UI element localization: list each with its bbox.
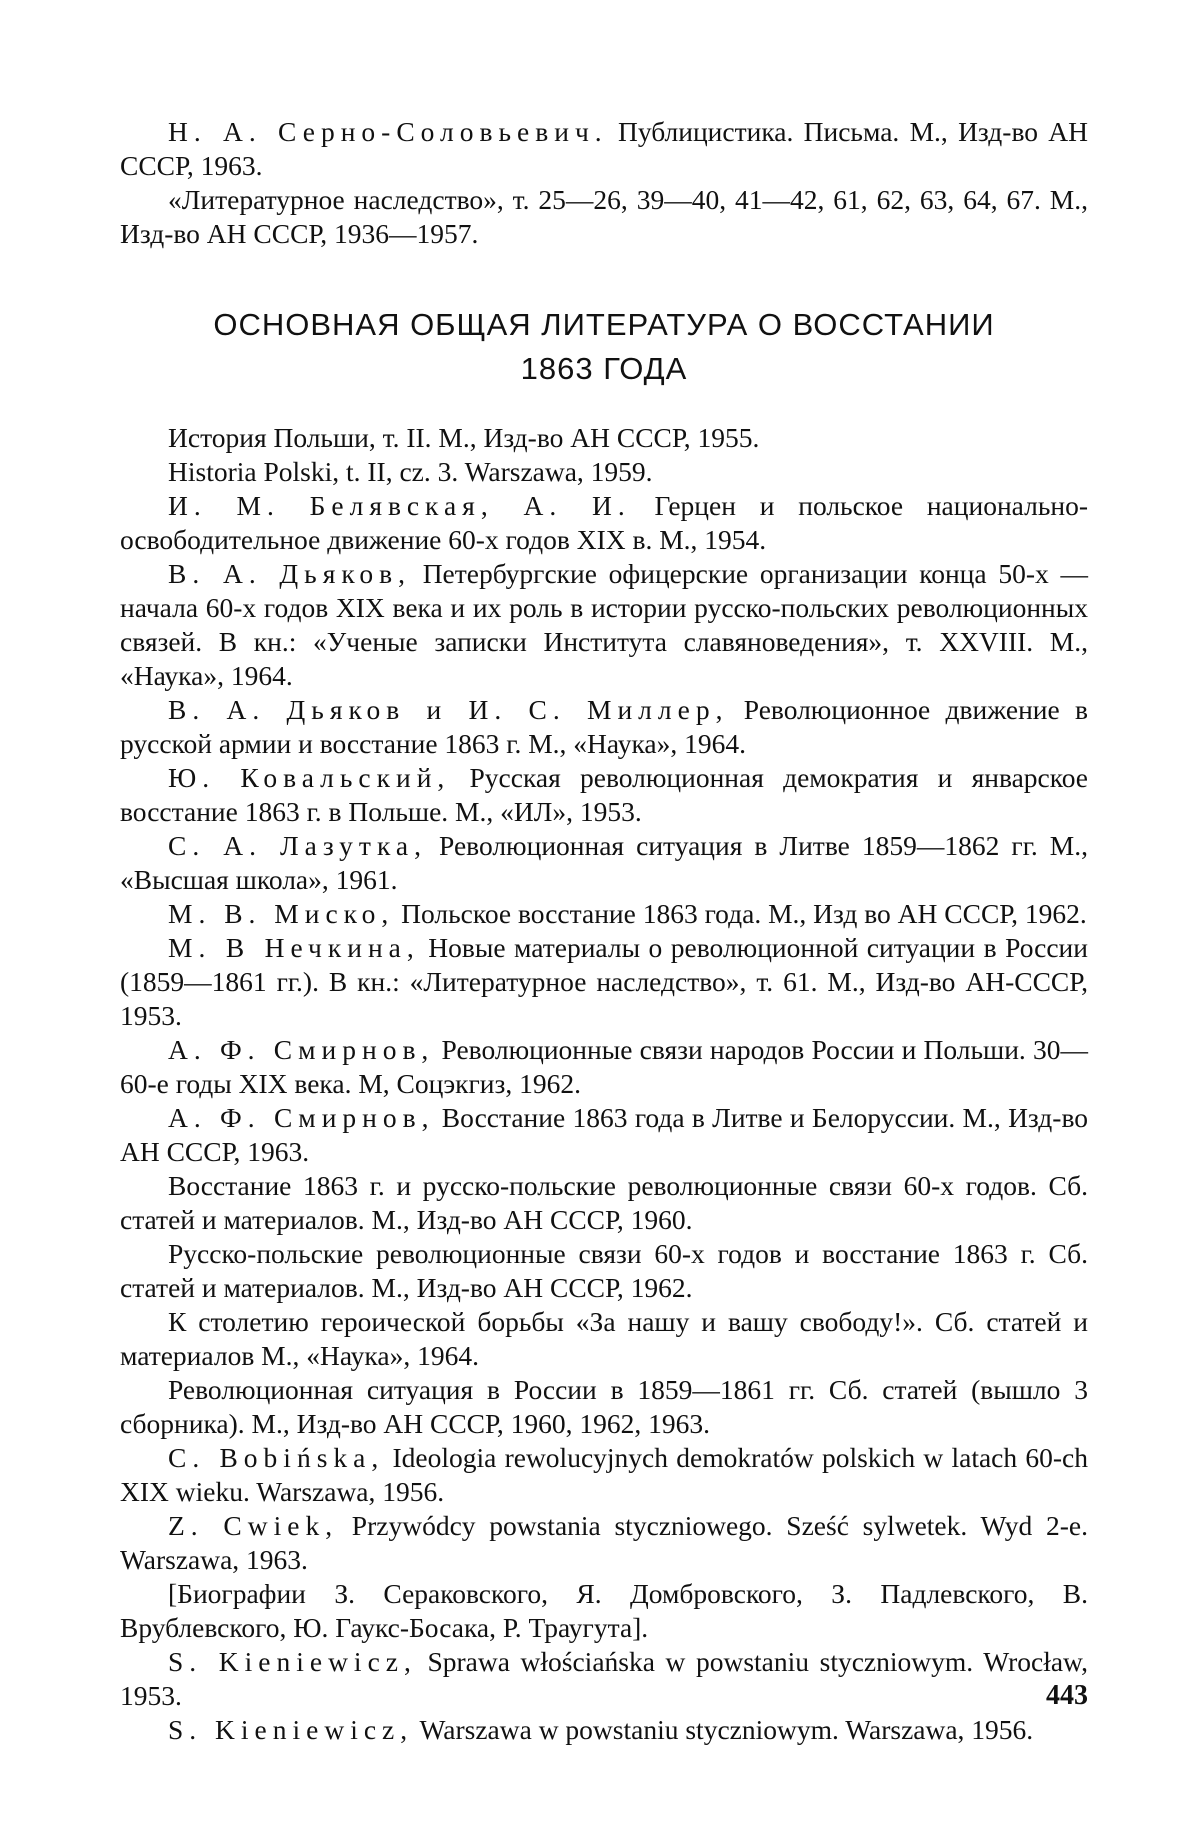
bibliography-entry: [120, 1305, 1088, 1373]
entry-text: Warszawa w powstaniu styczniowym. Warszawa, 1956.: [413, 1714, 1034, 1745]
bibliography-entry: [120, 1577, 1088, 1645]
bibliography-entry: [120, 183, 1088, 251]
bibliography-entry: [120, 1169, 1088, 1237]
entry-author: В. А. Дьяков и И. С. Миллер,: [168, 694, 729, 725]
entry-author: S. Kieniewicz,: [168, 1646, 417, 1677]
bibliography-entry: [120, 829, 1088, 897]
section-heading: [120, 303, 1088, 391]
page-number: 443: [1046, 1680, 1088, 1711]
bibliography-entry: [120, 693, 1088, 761]
entry-text: Восстание 1863 года в Литве и Белоруссии. М., Изд-во АН СССР, 1963.: [120, 1102, 1088, 1167]
bibliography-entry: [120, 1373, 1088, 1441]
entry-text: Русско-польские революционные связи 60-х годов и восстание 1863 г. Сб. статей и материалов. М., Изд-во АН СССР, 1962.: [120, 1238, 1088, 1303]
page-body: [120, 115, 1088, 1747]
entry-text: Революционная ситуация в Литве 1859—1862 гг. М., «Высшая школа», 1961.: [120, 830, 1088, 895]
entry-author: S. Kieniewicz,: [168, 1714, 414, 1745]
entry-text: Восстание 1863 г. и русско-польские революционные связи 60-х годов. Сб. статей и материалов. М., Изд-во АН СССР, 1960.: [120, 1170, 1088, 1235]
entry-text: Петербургские офицерские организации конца 50-х — начала 60-х годов XIX века и их роль в истории русско-польских революционных связей. В кн.: «Ученые записки Института славяноведения», т. XXVIII. М., «Наука», 1964.: [120, 558, 1088, 691]
entry-text: [Биографии З. Сераковского, Я. Домбровского, З. Падлевского, В. Врублевского, Ю. Гаукс-Босака, Р. Траугута].: [120, 1578, 1088, 1643]
heading-line-2: 1863 ГОДА: [520, 351, 688, 386]
bibliography-entry: [120, 1237, 1088, 1305]
entry-author: Z. Cwiek,: [168, 1510, 339, 1541]
entry-text: Przywódcy powstania styczniowego. Sześć sylwetek. Wyd 2-e. Warszawa, 1963.: [120, 1510, 1088, 1575]
bibliography-entry: [120, 115, 1088, 183]
entry-text: Революционное движение в русской армии и восстание 1863 г. М., «Наука», 1964.: [120, 694, 1088, 759]
entry-text: Sprawa włościańska w powstaniu styczniowym. Wrocław, 1953.: [120, 1646, 1088, 1711]
entry-author: В. А. Дьяков,: [168, 558, 411, 589]
bibliography-entry: [120, 931, 1088, 1033]
bibliography-entry: [120, 1645, 1088, 1713]
entry-text: История Польши, т. II. М., Изд-во АН СССР, 1955.: [168, 422, 760, 453]
entry-text: К столетию героической борьбы «За нашу и вашу свободу!». Сб. статей и материалов М., «Наука», 1964.: [120, 1306, 1088, 1371]
bibliography-entry: [120, 1441, 1088, 1509]
bibliography-entry: [120, 421, 1088, 455]
bibliography-list: [120, 421, 1088, 1747]
bibliography-entry: [120, 455, 1088, 489]
entry-author: А. Ф. Смирнов,: [168, 1034, 435, 1065]
entry-author: C. Bobińska,: [168, 1442, 385, 1473]
entry-text: Герцен и польское национально-освободительное движение 60-х годов XIX в. М., 1954.: [120, 490, 1088, 555]
bibliography-entry: [120, 897, 1088, 931]
bibliography-entry: [120, 1033, 1088, 1101]
entry-author: М. В. Миско,: [168, 898, 395, 929]
heading-line-1: ОСНОВНАЯ ОБЩАЯ ЛИТЕРАТУРА О ВОССТАНИИ: [213, 307, 995, 342]
bibliography-entry: [120, 557, 1088, 693]
top-entries: [120, 115, 1088, 251]
entry-text: Новые материалы о революционной ситуации в России (1859—1861 гг.). В кн.: «Литературное наследство», т. 61. М., Изд-во АН-СССР, 1953.: [120, 932, 1088, 1031]
entry-text: Революционная ситуация в России в 1859—1861 гг. Сб. статей (вышло 3 сборника). М., Изд-во АН СССР, 1960, 1962, 1963.: [120, 1374, 1088, 1439]
bibliography-entry: [120, 489, 1088, 557]
entry-author: И. М. Белявская, А. И.: [168, 490, 631, 521]
bibliography-entry: [120, 1713, 1088, 1747]
entry-author: С. А. Лазутка,: [168, 830, 427, 861]
entry-text: Ideologia rewolucyjnych demokratów polskich w latach 60-ch XIX wieku. Warszawa, 1956.: [120, 1442, 1088, 1507]
entry-author: Ю. Ковальский,: [168, 762, 451, 793]
entry-author: М. В Нечкина,: [168, 932, 420, 963]
bibliography-entry: [120, 1509, 1088, 1577]
bibliography-entry: [120, 1101, 1088, 1169]
entry-text: «Литературное наследство», т. 25—26, 39—40, 41—42, 61, 62, 63, 64, 67. М., Изд-во АН СССР, 1936—1957.: [120, 184, 1088, 249]
bibliography-entry: [120, 761, 1088, 829]
entry-text: Публицистика. Письма. М., Изд-во АН СССР, 1963.: [120, 116, 1089, 181]
entry-text: Historia Polski, t. II, cz. 3. Warszawa, 1959.: [168, 456, 653, 487]
entry-author: Н. А. Серно-Соловьевич.: [168, 116, 608, 147]
entry-author: А. Ф. Смирнов,: [168, 1102, 435, 1133]
entry-text: Польское восстание 1863 года. М., Изд во АН СССР, 1962.: [394, 898, 1087, 929]
entry-text: Русская революционная демократия и январское восстание 1863 г. в Польше. М., «ИЛ», 1953.: [120, 762, 1088, 827]
entry-text: Революционные связи народов России и Польши. 30—60-е годы XIX века. М, Соцэкгиз, 1962.: [120, 1034, 1089, 1099]
